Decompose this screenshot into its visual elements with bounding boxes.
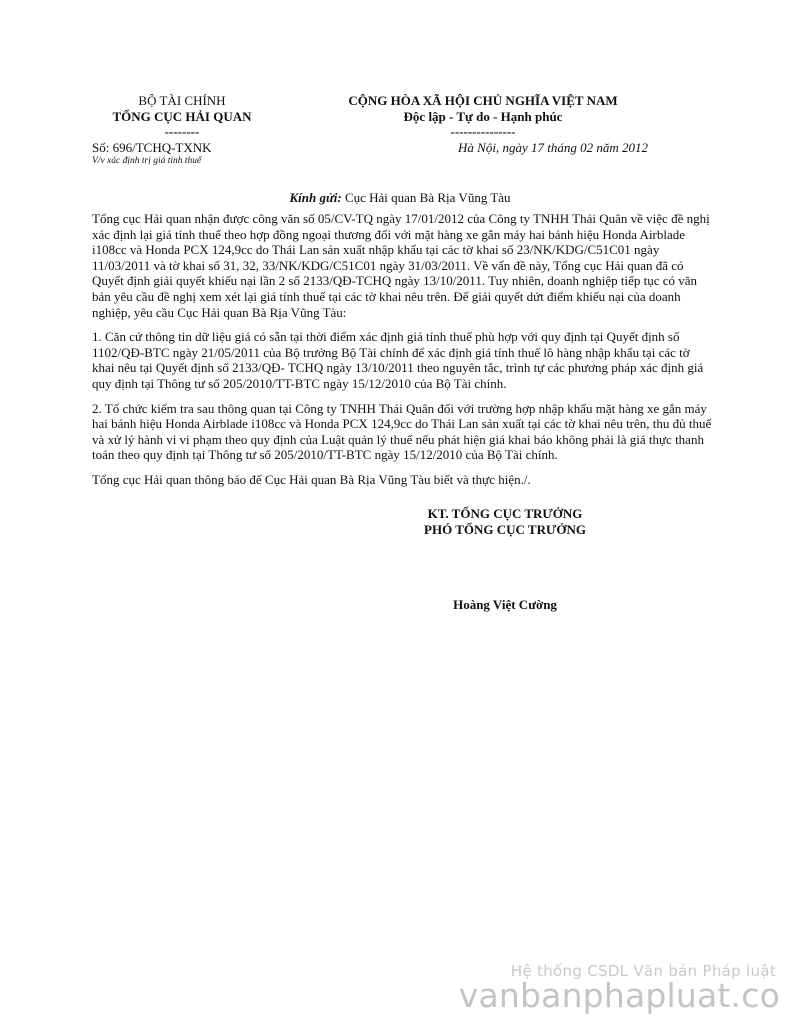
header-separator: -------- xyxy=(164,124,200,139)
recipient-label: Kính gửi: xyxy=(289,190,342,205)
signer-name: Hoàng Việt Cường xyxy=(453,597,557,612)
body-paragraph-intro: Tổng cục Hải quan nhận được công văn số 05/CV-TQ ngày 17/01/2012 của Công ty TNHH Thái Quân về việc đề nghị xác định lại giá tính thuế theo hợp đồng ngoại thương đối với mặt hàng xe gắn máy hai bánh hiệu Honda Airblade i108cc và Honda PCX 124,9cc do Thái Lan sản xuất nhập khẩu tại các tờ khai số 23/NK/KDG/C51C01 ngày 11/03/2011 và tờ khai số 31, 32, 33/NK/KDG/C51C01 ngày 31/03/2011. Về vấn đề này, Tổng cục Hải quan đã có Quyết định giải quyết khiếu nại lần 2 số 2133/QĐ-TCHQ ngày 13/10/2011. Tuy nhiên, doanh nghiệp tiếp tục có văn bản yêu cầu đề nghị xem xét lại giá tính thuế tại các tờ khai nêu trên. Để giải quyết dứt điểm khiếu nại của doanh nghiệp, yêu cầu Cục Hải quan Bà Rịa Vũng Tàu: xyxy=(92,211,710,320)
recipient-name: Cục Hải quan Bà Rịa Vũng Tàu xyxy=(341,190,511,205)
watermark-site: vanbanphapluat.co xyxy=(458,976,780,1015)
issuer-block xyxy=(92,93,272,167)
watermark-caption: Hệ thống CSDL Văn bản Pháp luật xyxy=(510,962,776,980)
national-motto: Độc lập - Tự do - Hạnh phúc xyxy=(403,108,563,124)
signature-title-1: KT. TỔNG CỤC TRƯỞNG xyxy=(427,506,583,521)
national-heading-block xyxy=(318,93,648,155)
document-body xyxy=(92,211,712,497)
nation-name: CỘNG HÒA XÃ HỘI CHỦ NGHĨA VIỆT NAM xyxy=(348,93,618,108)
motto-separator: --------------- xyxy=(450,124,516,139)
department-name: TỔNG CỤC HẢI QUAN xyxy=(112,108,252,124)
signature-block xyxy=(400,506,610,537)
issue-date: Hà Nội, ngày 17 tháng 02 năm 2012 xyxy=(458,139,648,155)
body-paragraph-closing: Tổng cục Hải quan thông báo để Cục Hải quan Bà Rịa Vũng Tàu biết và thực hiện./. xyxy=(92,471,531,487)
document-subject: V/v xác định trị giá tính thuế xyxy=(92,156,202,166)
signature-title-2: PHÓ TỔNG CỤC TRƯỞNG xyxy=(424,521,586,537)
ministry-name: BỘ TÀI CHÍNH xyxy=(138,93,226,108)
body-paragraph-item-2: 2. Tổ chức kiểm tra sau thông quan tại Công ty TNHH Thái Quân đối với trường hợp nhập khẩu mặt hàng xe gắn máy hai bánh hiệu Honda Airblade i108cc và Honda PCX 124,9cc do Thái Lan sản xuất tại các tờ khai nêu trên, thu đủ thuế và xử lý hành vi vi phạm theo quy định của Luật quản lý thuế nếu phát hiện giá khai báo không phải là giá thực thanh toán theo quy định tại Thông tư số 205/2010/TT-BTC ngày 15/12/2010 của Bộ Tài chính. xyxy=(92,400,712,463)
body-paragraph-item-1: 1. Căn cứ thông tin dữ liệu giá có sẵn tại thời điểm xác định giá tính thuế phù hợp với quy định tại Quyết định số 1102/QĐ-BTC ngày 21/05/2011 của Bộ trưởng Bộ Tài chính để xác định giá tính thuế lô hàng nhập khẩu tại các tờ khai nêu tại Quyết định số 2133/QĐ- TCHQ ngày 13/10/2011 theo nguyên tắc, trình tự các phương pháp xác định giá quy định tại Thông tư số 205/2010/TT-BTC ngày 15/12/2010 của Bộ Tài chính. xyxy=(92,329,704,391)
document-number: Số: 696/TCHQ-TXNK xyxy=(92,139,212,155)
recipient-line xyxy=(0,190,800,206)
